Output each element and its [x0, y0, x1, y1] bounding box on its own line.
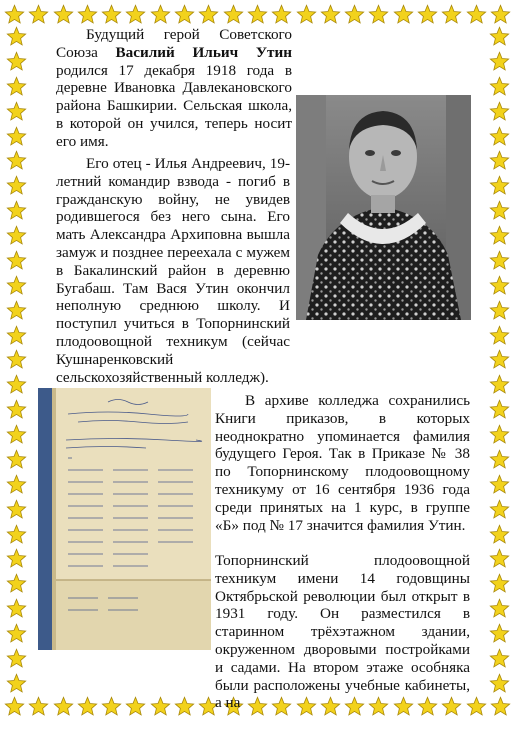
star-icon [489, 101, 510, 122]
star-icon [489, 51, 510, 72]
star-icon [28, 4, 49, 25]
star-icon [489, 225, 510, 246]
star-border-right [487, 26, 511, 694]
star-icon [198, 4, 219, 25]
star-icon [125, 4, 146, 25]
star-icon [393, 4, 414, 25]
star-icon [53, 4, 74, 25]
star-icon [6, 225, 27, 246]
star-icon [247, 4, 268, 25]
star-icon [489, 499, 510, 520]
star-icon [490, 696, 511, 717]
star-icon [489, 573, 510, 594]
star-border-top [4, 2, 511, 26]
star-icon [489, 250, 510, 271]
star-border-left [4, 26, 28, 694]
star-icon [6, 524, 27, 545]
star-icon [6, 175, 27, 196]
star-icon [6, 126, 27, 147]
star-icon [271, 4, 292, 25]
star-icon [489, 200, 510, 221]
star-icon [6, 424, 27, 445]
paragraph-technikum: Топорнинский плодоовощной техникум имени 14 годовщины Октябрьской революции был открыт в 1931 году. Он разместился в старинном трёхэтажном здании, окруженном дворовыми постройками и садами. На втором этаже особняка были расположены учебные кабинеты, а на [215, 552, 470, 712]
star-icon [489, 548, 510, 569]
star-icon [6, 26, 27, 47]
star-icon [6, 349, 27, 370]
paragraph-intro [56, 26, 470, 151]
star-icon [4, 4, 25, 25]
star-icon [174, 4, 195, 25]
star-icon [344, 4, 365, 25]
star-icon [28, 696, 49, 717]
hero-name: Василий Ильич Утин [115, 43, 292, 61]
star-icon [489, 126, 510, 147]
star-icon [77, 4, 98, 25]
paragraph-archive: В архиве колледжа сохранились Книги приказов, в которых неоднократно упоминается фамилия будущего Героя. Так в Приказе № 38 по Топорнинскому плодоовощному техникуму от 16 сентября 1936 года среди принятых на 1 курс, в группе «Б» под № 17 значится фамилия Утин. [215, 392, 470, 534]
star-icon [489, 325, 510, 346]
star-icon [6, 648, 27, 669]
star-icon [4, 696, 25, 717]
star-icon [466, 4, 487, 25]
star-icon [6, 399, 27, 420]
star-icon [6, 250, 27, 271]
star-icon [150, 4, 171, 25]
star-icon [101, 4, 122, 25]
star-icon [6, 275, 27, 296]
star-icon [489, 623, 510, 644]
star-icon [6, 76, 27, 97]
star-icon [489, 598, 510, 619]
paragraph-father: Его отец - Илья Андреевич, 19-летний командир взвода - погиб в гражданскую войну, не увидев родившегося без него сына. Его мать Александра Архиповна вышла замуж и позднее переехала с мужем в Бакалинский район в деревню Бугабаш. Там Вася Утин окончил неполную среднюю школу. И поступил учиться в Топорнинский плодоовощной техникум (сейчас Кушнаренковский сельскохозяйственный колледж). [56, 155, 290, 386]
star-icon [489, 449, 510, 470]
star-icon [6, 573, 27, 594]
star-icon [489, 275, 510, 296]
paragraph-father-wrap [56, 155, 290, 386]
star-icon [489, 524, 510, 545]
star-icon [6, 598, 27, 619]
star-icon [489, 175, 510, 196]
star-icon [6, 101, 27, 122]
star-icon [489, 374, 510, 395]
star-icon [489, 673, 510, 694]
star-icon [489, 399, 510, 420]
star-icon [489, 26, 510, 47]
star-icon [489, 424, 510, 445]
star-icon [6, 374, 27, 395]
star-icon [6, 150, 27, 171]
star-icon [6, 449, 27, 470]
intro-text-cont: родился 17 декабря 1918 года в деревне Ивановка Давлекановского района Башкирии. Сельская школа, в которой он учился, теперь носит его имя. [56, 61, 292, 150]
star-icon [6, 548, 27, 569]
star-icon [320, 4, 341, 25]
star-icon [223, 4, 244, 25]
star-icon [489, 300, 510, 321]
star-icon [489, 349, 510, 370]
paragraph-technikum-wrap [56, 552, 470, 712]
intro-text: Будущий герой Советского Союза [56, 26, 292, 61]
star-icon [6, 673, 27, 694]
star-icon [296, 4, 317, 25]
star-icon [6, 300, 27, 321]
star-icon [489, 648, 510, 669]
star-icon [368, 4, 389, 25]
star-icon [6, 325, 27, 346]
star-icon [489, 474, 510, 495]
star-icon [6, 474, 27, 495]
star-icon [489, 76, 510, 97]
star-icon [489, 150, 510, 171]
star-icon [6, 499, 27, 520]
star-icon [6, 623, 27, 644]
star-icon [6, 200, 27, 221]
star-icon [490, 4, 511, 25]
star-icon [6, 51, 27, 72]
paragraph-archive-wrap [215, 392, 470, 534]
star-icon [441, 4, 462, 25]
star-icon [417, 4, 438, 25]
